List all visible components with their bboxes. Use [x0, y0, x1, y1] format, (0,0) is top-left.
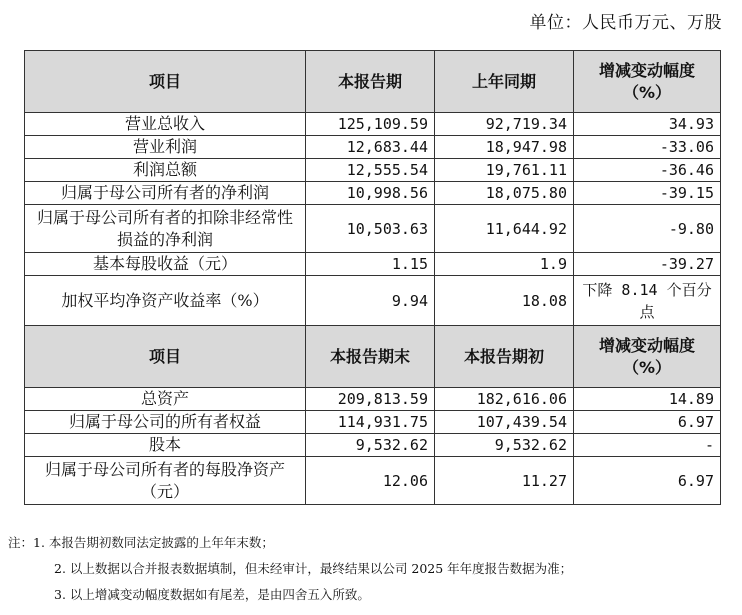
table-row — [25, 205, 721, 253]
table-row — [25, 411, 721, 434]
header-period-end: 本报告期末 — [306, 326, 435, 388]
current-value: 209,813.59 — [306, 388, 435, 411]
change-value: 6.97 — [574, 457, 721, 505]
header-prior-period: 上年同期 — [435, 51, 574, 113]
row-label: 基本每股收益（元） — [25, 253, 306, 276]
table-header-row — [25, 51, 721, 113]
prior-value: 182,616.06 — [435, 388, 574, 411]
change-value: -39.27 — [574, 253, 721, 276]
current-value: 114,931.75 — [306, 411, 435, 434]
current-value: 12,555.54 — [306, 159, 435, 182]
table-row — [25, 182, 721, 205]
header-change: 增减变动幅度（%） — [574, 51, 721, 113]
prior-value: 18.08 — [435, 276, 574, 326]
current-value: 9.94 — [306, 276, 435, 326]
change-value: 34.93 — [574, 113, 721, 136]
table-row — [25, 136, 721, 159]
header-item: 项目 — [25, 326, 306, 388]
row-label: 营业利润 — [25, 136, 306, 159]
row-label: 归属于母公司所有者的净利润 — [25, 182, 306, 205]
current-value: 12,683.44 — [306, 136, 435, 159]
row-label: 营业总收入 — [25, 113, 306, 136]
header-item: 项目 — [25, 51, 306, 113]
row-label: 股本 — [25, 434, 306, 457]
change-value: -9.80 — [574, 205, 721, 253]
change-value: -36.46 — [574, 159, 721, 182]
table-row — [25, 457, 721, 505]
prior-value: 18,075.80 — [435, 182, 574, 205]
current-value: 1.15 — [306, 253, 435, 276]
footnotes — [8, 530, 572, 608]
table-row — [25, 388, 721, 411]
table-row — [25, 434, 721, 457]
prior-value: 107,439.54 — [435, 411, 574, 434]
footnote-1: 注：1. 本报告期初数同法定披露的上年年末数； — [8, 535, 274, 550]
prior-value: 11.27 — [435, 457, 574, 505]
current-value: 12.06 — [306, 457, 435, 505]
footnote-3: 3. 以上增减变动幅度数据如有尾差，是由四舍五入所致。 — [54, 587, 370, 602]
row-label: 加权平均净资产收益率（%） — [25, 276, 306, 326]
prior-value: 1.9 — [435, 253, 574, 276]
header-change: 增减变动幅度（%） — [574, 326, 721, 388]
footnote-2: 2. 以上数据以合并报表数据填制，但未经审计，最终结果以公司 2025 年年度报告数据为准； — [54, 561, 573, 576]
change-value: 14.89 — [574, 388, 721, 411]
prior-value: 11,644.92 — [435, 205, 574, 253]
current-value: 10,998.56 — [306, 182, 435, 205]
current-value: 125,109.59 — [306, 113, 435, 136]
prior-value: 92,719.34 — [435, 113, 574, 136]
prior-value: 19,761.11 — [435, 159, 574, 182]
header-period-start: 本报告期初 — [435, 326, 574, 388]
financial-table — [24, 50, 721, 505]
table-row — [25, 159, 721, 182]
change-value: -39.15 — [574, 182, 721, 205]
table-row — [25, 253, 721, 276]
prior-value: 18,947.98 — [435, 136, 574, 159]
row-label: 归属于母公司的所有者权益 — [25, 411, 306, 434]
prior-value: 9,532.62 — [435, 434, 574, 457]
change-value: 6.97 — [574, 411, 721, 434]
row-label: 归属于母公司所有者的扣除非经常性损益的净利润 — [25, 205, 306, 253]
unit-label: 单位：人民币万元、万股 — [529, 13, 722, 33]
current-value: 9,532.62 — [306, 434, 435, 457]
table-header-row — [25, 326, 721, 388]
row-label: 利润总额 — [25, 159, 306, 182]
row-label: 总资产 — [25, 388, 306, 411]
current-value: 10,503.63 — [306, 205, 435, 253]
table-row — [25, 276, 721, 326]
change-value: - — [574, 434, 721, 457]
table-row — [25, 113, 721, 136]
row-label: 归属于母公司所有者的每股净资产（元） — [25, 457, 306, 505]
change-value: 下降 8.14 个百分点 — [574, 276, 721, 326]
change-value: -33.06 — [574, 136, 721, 159]
header-current-period: 本报告期 — [306, 51, 435, 113]
